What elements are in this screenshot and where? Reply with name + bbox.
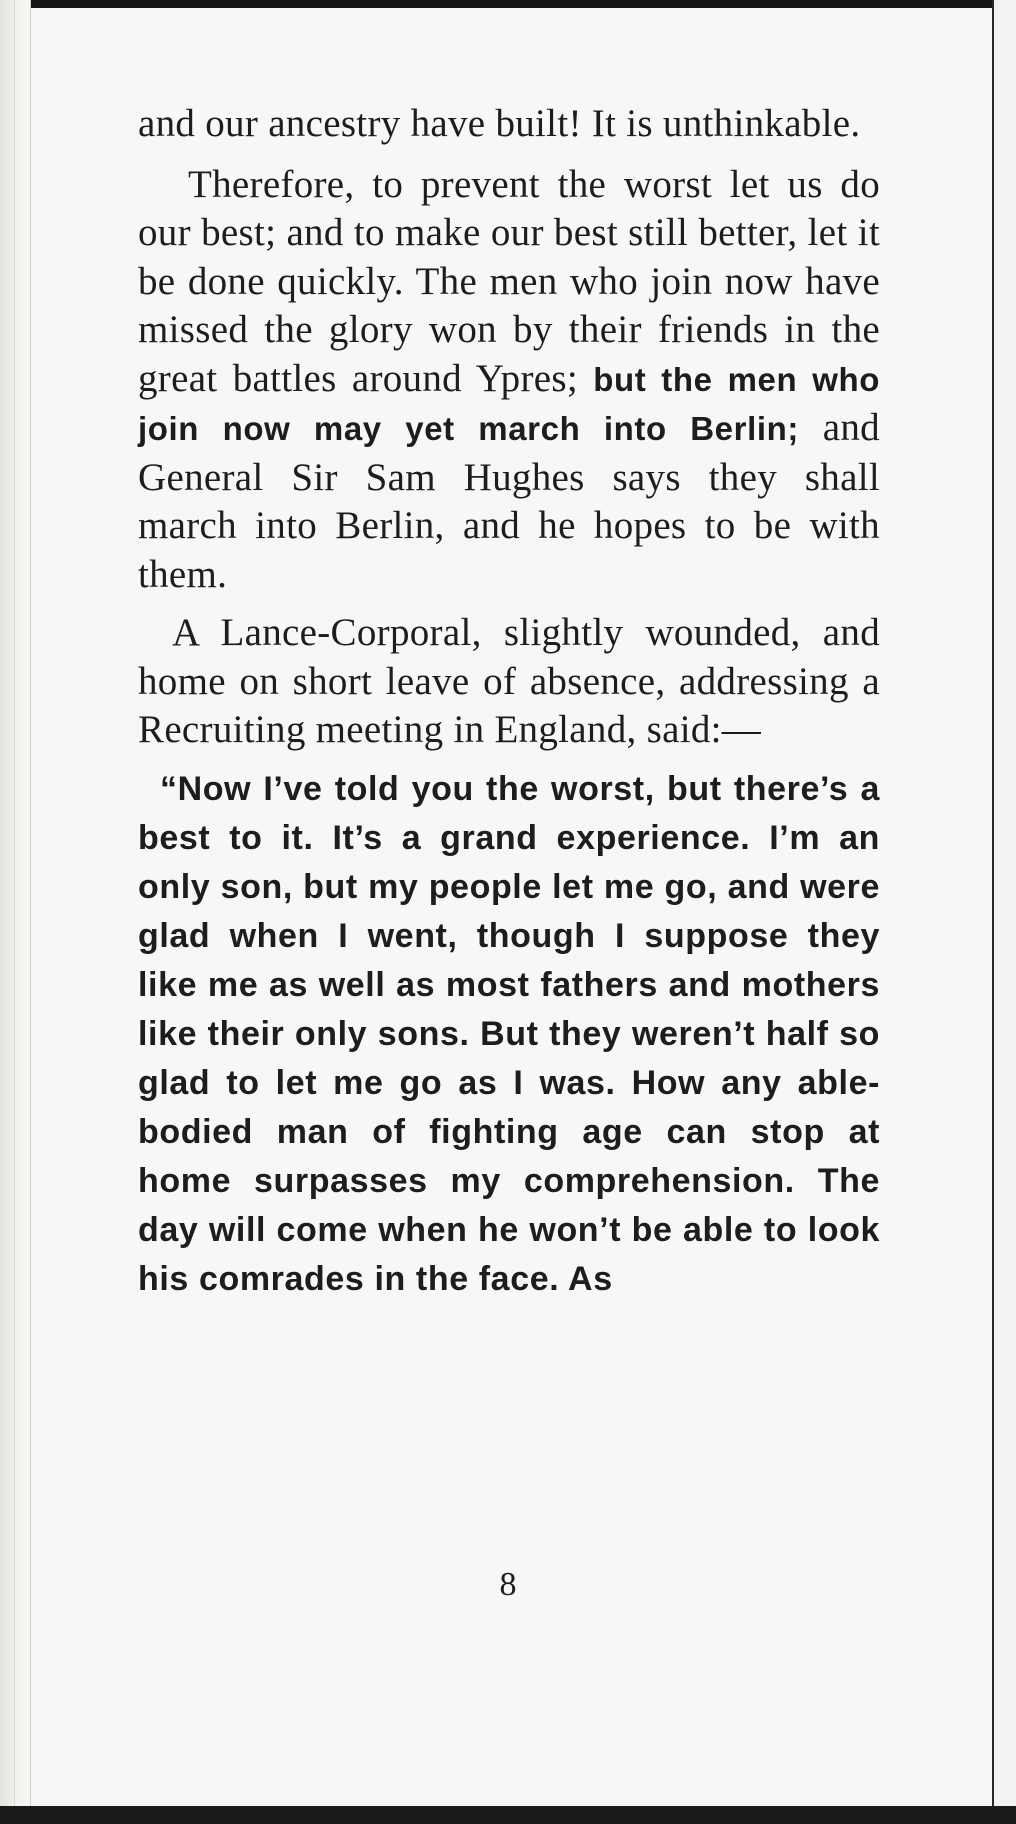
scan-bottom-edge xyxy=(0,1806,1016,1824)
paragraph-2-tail-text: and General Sir Sam Hughes says they shall march into Berlin, and he hopes to be with them. xyxy=(138,406,880,596)
paragraph-2-sans-text: but the men who join now may yet march into Berlin; xyxy=(138,360,880,447)
paragraph-2 xyxy=(138,161,880,600)
page-number: 8 xyxy=(499,1566,517,1603)
page-right-edge xyxy=(992,0,1016,1824)
page-body xyxy=(138,100,880,1304)
paragraph-4-quote: “Now I’ve told you the worst, but there’s a best to it. It’s a grand experience. I’m an only son, but my people let me go, and were glad when I went, though I suppose they like me as well as most fathers and mothers like their only sons. But they weren’t half so glad to let me go as I was. How any able-bodied man of fighting age can stop at home surpasses my comprehension. The day will come when he won’t be able to look his comrades in the face. As xyxy=(138,769,880,1298)
paragraph-3: A Lance-Corporal, slightly wounded, and home on short leave of absence, addressing a Recruiting meeting in England, said:— xyxy=(138,611,880,751)
scan-top-edge xyxy=(0,0,1016,8)
paragraph-1: and our ancestry have built! It is unthinkable. xyxy=(138,102,861,145)
paragraph-2-serif-text: Therefore, to prevent the worst let us do our best; and to make our best still better, let it be done quickly. The men who join now have missed the glory won by their friends in the great battles around Ypres; xyxy=(138,162,880,400)
book-gutter xyxy=(0,0,31,1824)
